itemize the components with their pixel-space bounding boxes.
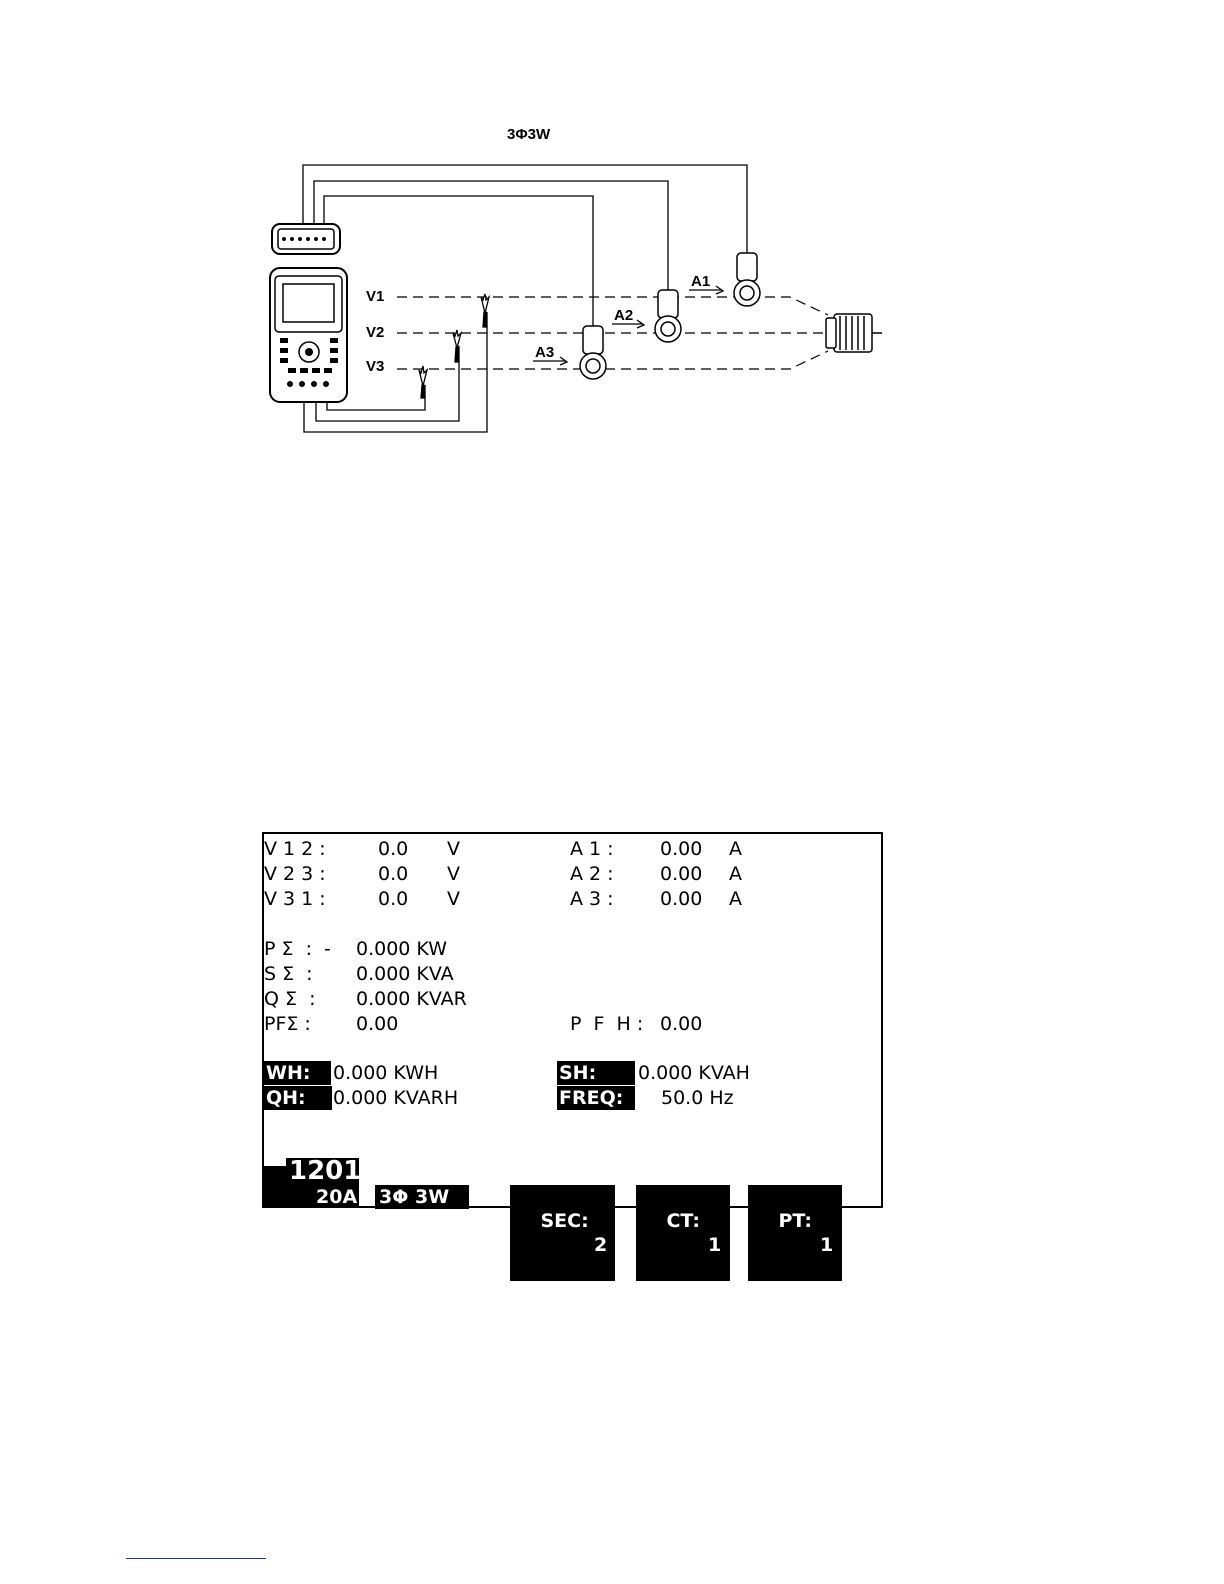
total-apparent-power-label: S Σ : [264,963,313,985]
a1-unit: A [729,838,742,860]
freq-value: 50.0 Hz [661,1087,734,1109]
v23-unit: V [447,863,460,885]
sec-value: 2 [594,1234,608,1256]
v12-unit: V [447,838,460,860]
ct-indicator [636,1185,730,1281]
pfh-value: 0.00 [660,1013,703,1035]
pfh-label: P F H : [570,1013,644,1035]
system-mode-indicator: 3Φ 3W [375,1185,469,1209]
wh-label: WH: [264,1061,331,1085]
sec-label: SEC: [540,1210,589,1232]
current-direction-arrows [533,286,723,365]
qh-label: QH: [264,1086,332,1110]
input-terminal-block [272,224,340,254]
sh-value: 0.000 KVAH [638,1062,750,1084]
wiring-diagram [0,0,1224,470]
v23-value: 0.0 [378,863,409,885]
model-badge-notch [264,1158,286,1166]
total-active-power-label: P Σ : - [264,938,331,960]
qh-value: 0.000 KVARH [333,1087,459,1109]
voltage-clip-icons [419,294,489,398]
total-power-factor-value: 0.00 [356,1013,399,1035]
a1-label: A 1 : [570,838,614,860]
v31-unit: V [447,888,460,910]
total-power-factor-label: PFΣ : [264,1013,311,1035]
a2-label: A 2 : [570,863,614,885]
ct-value: 1 [708,1234,722,1256]
a3-unit: A [729,888,742,910]
sh-label: SH: [557,1061,635,1085]
total-reactive-power-label: Q Σ : [264,988,316,1010]
pt-indicator [748,1185,842,1281]
a2-label: A2 [614,307,634,324]
a3-label: A3 [535,344,555,361]
pt-label: PT: [778,1210,812,1232]
footnote-rule [126,1558,266,1559]
total-reactive-power-value: 0.000 KVAR [356,988,467,1010]
ct-label: CT: [666,1210,700,1232]
model-number: 1201 [289,1156,362,1186]
power-meter-device [270,268,347,402]
current-clamp-icons [580,253,760,379]
v3-label: V3 [366,358,385,375]
v12-label: V 1 2 : [264,838,326,860]
total-apparent-power-value: 0.000 KVA [356,963,454,985]
range-indicator: 20A [316,1186,358,1208]
a3-label: A 3 : [570,888,614,910]
v31-label: V 3 1 : [264,888,326,910]
pt-value: 1 [820,1234,834,1256]
v23-label: V 2 3 : [264,863,326,885]
a2-unit: A [729,863,742,885]
v1-label: V1 [366,288,385,305]
a2-value: 0.00 [660,863,703,885]
total-active-power-value: 0.000 KW [356,938,448,960]
v12-value: 0.0 [378,838,409,860]
wh-value: 0.000 KWH [333,1062,439,1084]
meter-display-screen [262,832,883,1256]
motor-icon [826,314,882,352]
a3-value: 0.00 [660,888,703,910]
a1-label: A1 [691,273,711,290]
v2-label: V2 [366,324,385,341]
v31-value: 0.0 [378,888,409,910]
a1-value: 0.00 [660,838,703,860]
sec-indicator [510,1185,615,1281]
freq-label: FREQ: [557,1086,635,1110]
diagram-title: 3Φ3W [507,126,551,143]
